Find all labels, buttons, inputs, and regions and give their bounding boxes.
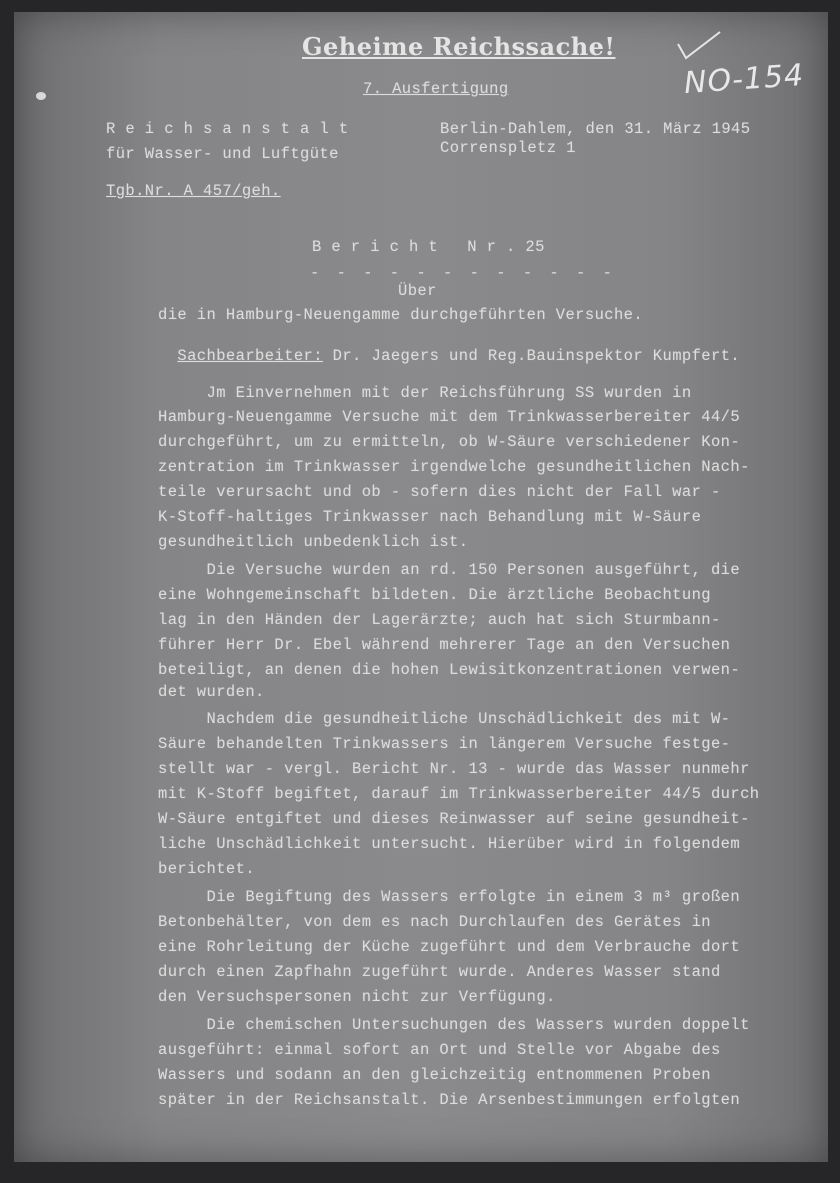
body-line: Betonbehälter, von dem es nach Durchlaufen des Gerätes in	[158, 913, 711, 931]
body-line: Wassers und sodann an den gleichzeitig entnommenen Proben	[158, 1066, 711, 1084]
body-line: ausgeführt: einmal sofort an Ort und Stelle vor Abgabe des	[158, 1041, 721, 1059]
body-line: det wurden.	[158, 683, 265, 701]
body-line: mit K-Stoff begiftet, darauf im Trinkwasserbereiter 44/5 durch	[158, 785, 760, 803]
subject-word: Über	[398, 282, 437, 300]
body-line: Die Begiftung des Wassers erfolgte in einem 3 m³ großen	[158, 888, 741, 906]
body-line: lag in den Händen der Lagerärzte; auch hat sich Sturmbann-	[158, 611, 721, 629]
clerks-names: Dr. Jaegers und Reg.Bauinspektor Kumpfert.	[322, 346, 741, 365]
body-line: W-Säure entgiftet und dieses Reinwasser auf seine gesundheit-	[158, 810, 750, 828]
body-line: Die chemischen Untersuchungen des Wassers wurden doppelt	[158, 1016, 750, 1034]
place-date: Berlin-Dahlem, den 31. März 1945	[440, 120, 751, 138]
sender-line-2: für Wasser- und Luftgüte	[106, 145, 339, 163]
clerks-line	[158, 333, 740, 364]
body-line: Jm Einvernehmen mit der Reichsführung SS wurden in	[158, 384, 692, 402]
punch-hole	[36, 92, 46, 100]
body-line: zentration im Trinkwasser irgendwelche gesundheitlichen Nach-	[158, 458, 750, 476]
body-line: Nachdem die gesundheitliche Unschädlichkeit des mit W-	[158, 710, 731, 728]
body-line: eine Rohrleitung der Küche zugeführt und dem Verbrauche dort	[158, 938, 741, 956]
archive-number: NO-154	[682, 57, 806, 102]
subject-line: die in Hamburg-Neuengamme durchgeführten Versuche.	[158, 306, 644, 324]
body-line: stellt war - vergl. Bericht Nr. 13 - wurde das Wasser nunmehr	[158, 760, 750, 778]
sender-line-1: R e i c h s a n s t a l t	[106, 120, 349, 138]
body-line: durch einen Zapfhahn zugeführt wurde. Anderes Wasser stand	[158, 963, 721, 981]
reference-number: Tgb.Nr. A 457/geh.	[106, 182, 281, 200]
body-line: Säure behandelten Trinkwassers in längerem Versuche festge-	[158, 735, 731, 753]
report-title: B e r i c h t N r . 25	[312, 238, 545, 256]
body-line: liche Unschädlichkeit untersucht. Hierüber wird in folgendem	[158, 835, 741, 853]
classification-heading: Geheime Reichssache!	[302, 32, 616, 61]
body-line: den Versuchspersonen nicht zur Verfügung.	[158, 988, 556, 1006]
copy-number: 7. Ausfertigung	[363, 80, 509, 98]
body-line: gesundheitlich unbedenklich ist.	[158, 533, 469, 551]
address: Correnspletz 1	[440, 139, 576, 157]
body-line: eine Wohngemeinschaft bildeten. Die ärztliche Beobachtung	[158, 586, 711, 604]
body-line: Die Versuche wurden an rd. 150 Personen ausgeführt, die	[158, 561, 741, 579]
clerks-label: Sachbearbeiter:	[177, 346, 323, 365]
body-line: Hamburg-Neuengamme Versuche mit dem Trinkwasserbereiter 44/5	[158, 408, 741, 426]
body-line: K-Stoff-haltiges Trinkwasser nach Behandlung mit W-Säure	[158, 508, 702, 526]
body-line: durchgeführt, um zu ermitteln, ob W-Säure verschiedener Kon-	[158, 433, 741, 451]
body-line: beteiligt, an denen die hohen Lewisitkonzentrationen verwen-	[158, 661, 741, 679]
body-line: später in der Reichsanstalt. Die Arsenbestimmungen erfolgten	[158, 1091, 741, 1109]
body-line: führer Herr Dr. Ebel während mehrerer Tage an den Versuchen	[158, 636, 731, 654]
check-mark-icon	[676, 30, 722, 60]
body-line: teile verursacht und ob - sofern dies nicht der Fall war -	[158, 483, 721, 501]
title-underline: - - - - - - - - - - - -	[310, 264, 616, 282]
body-line: berichtet.	[158, 860, 256, 878]
